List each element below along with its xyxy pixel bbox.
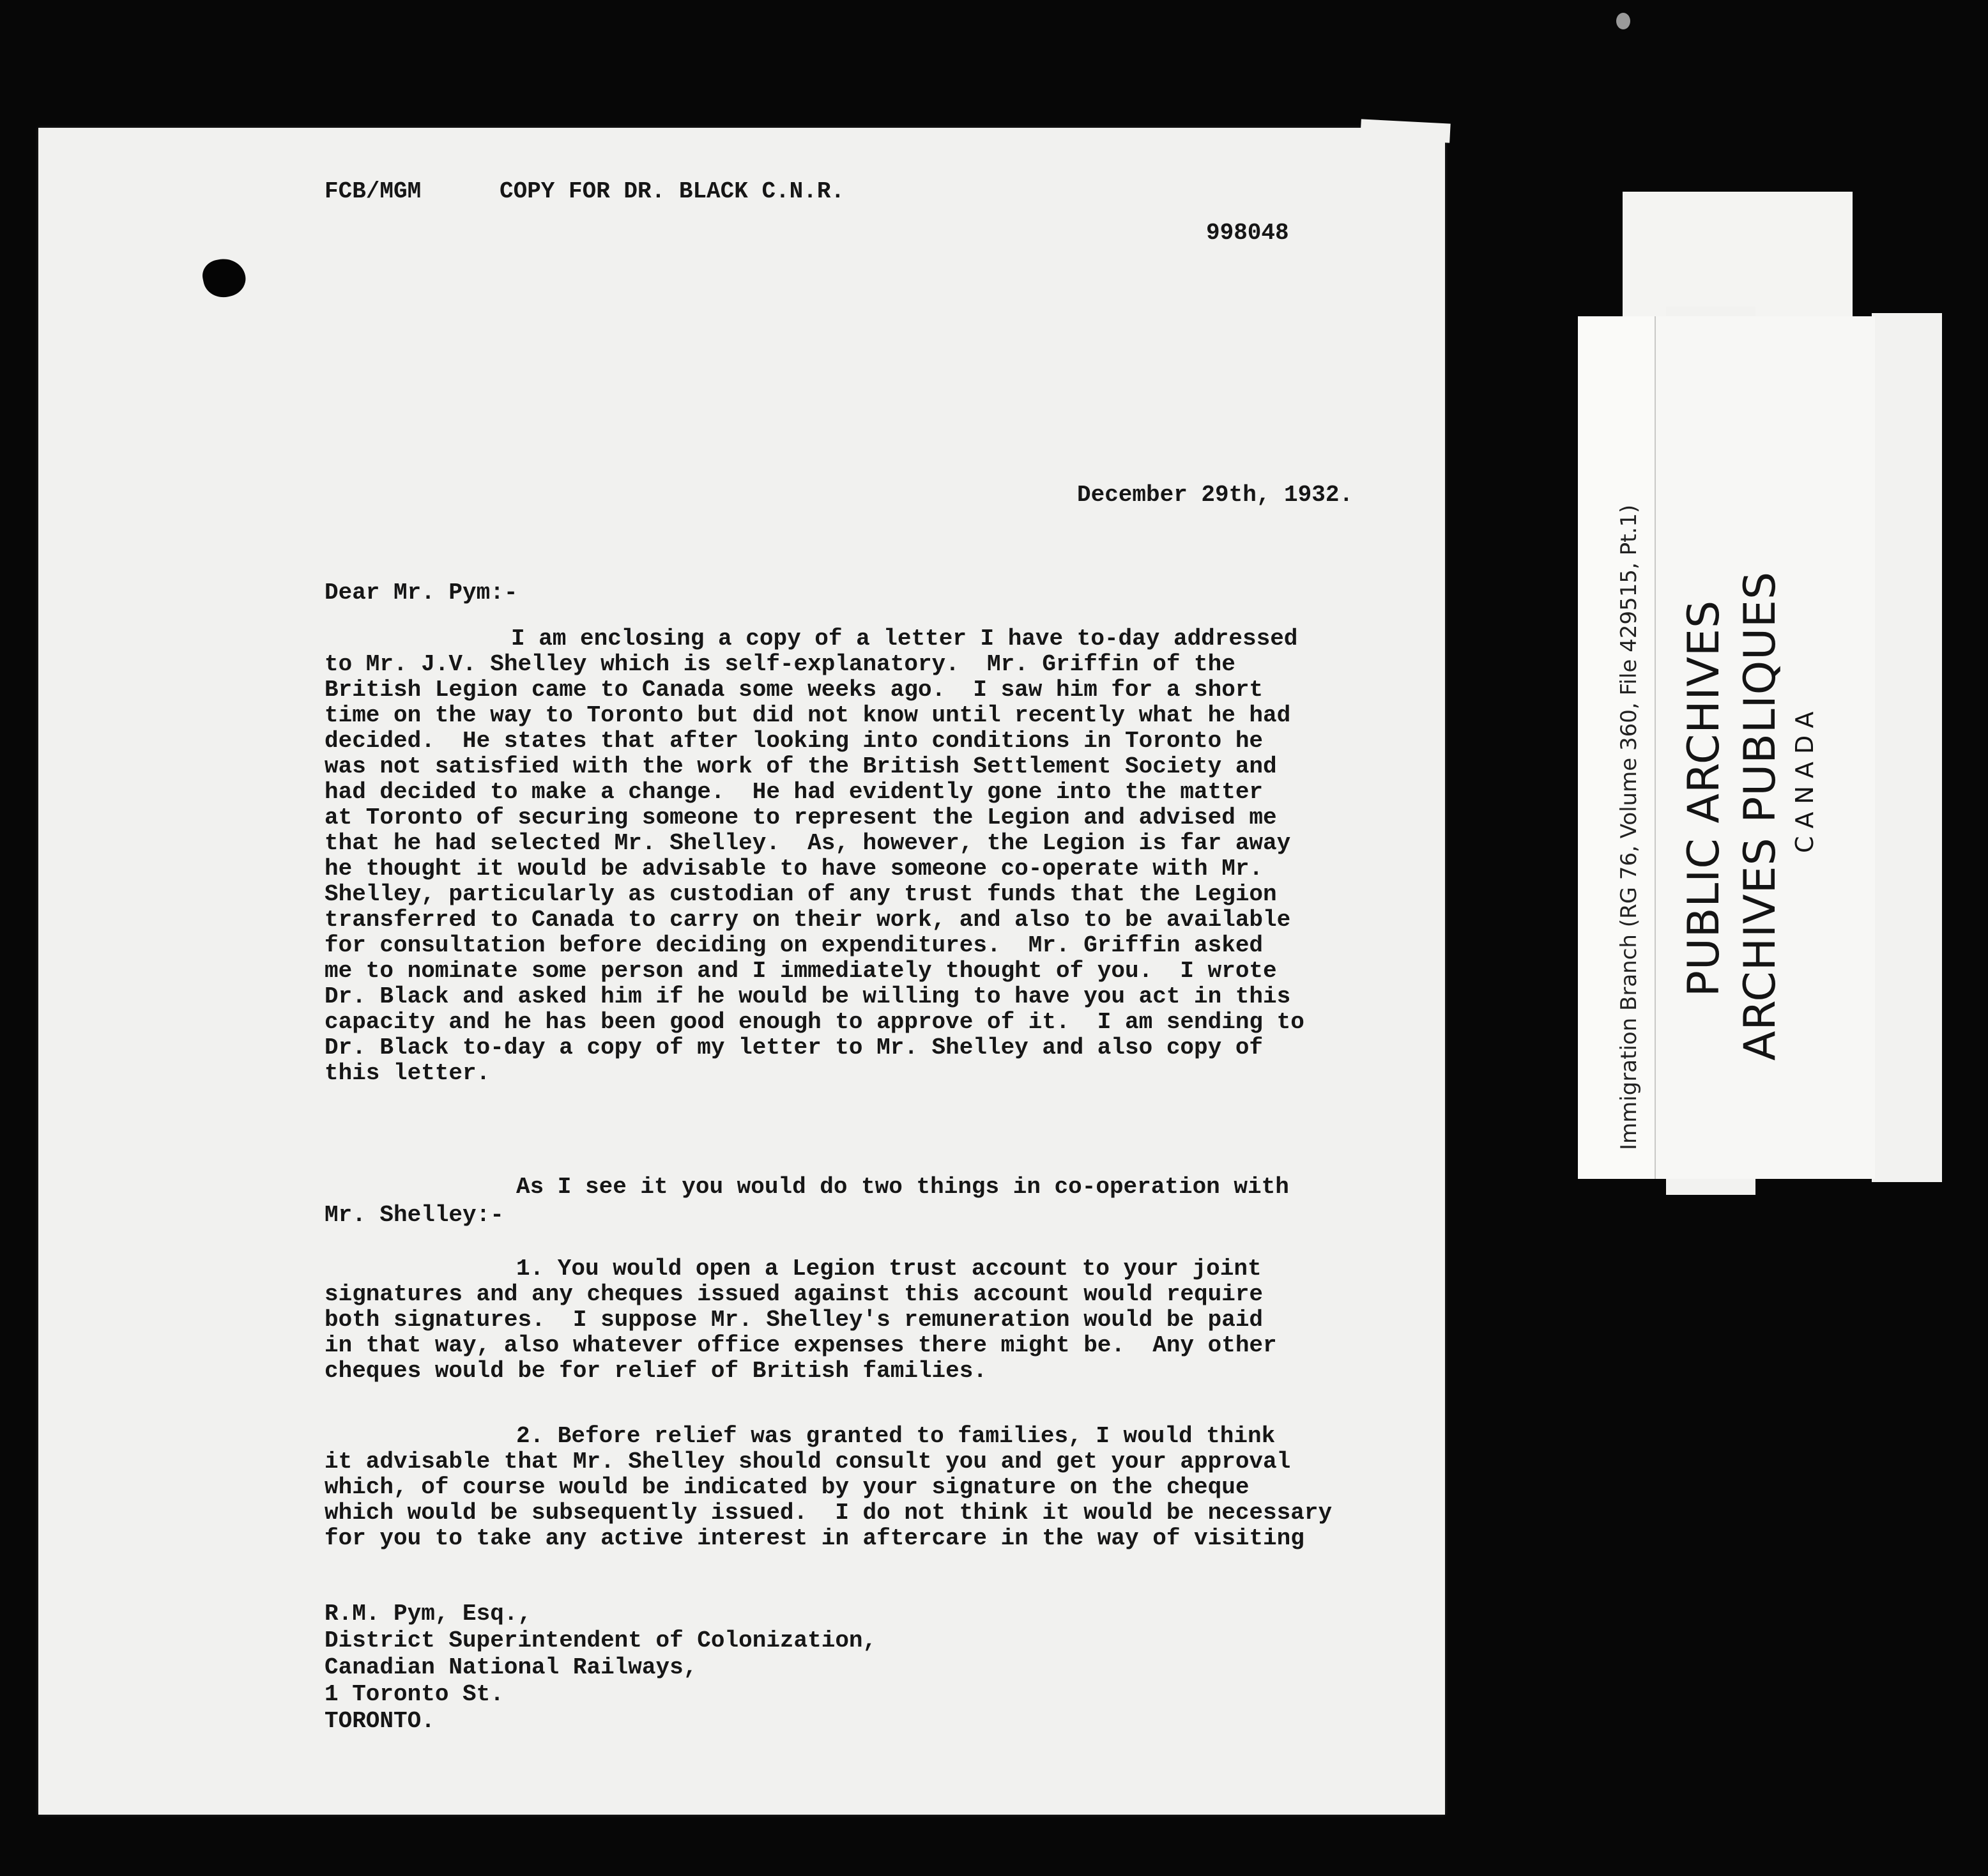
archive-label-country: CANADA <box>1791 704 1819 853</box>
body-line: capacity and he has been good enough to approve of it. I am sending to <box>325 1009 1304 1035</box>
body-line: Mr. Shelley:- <box>325 1202 504 1228</box>
archive-label-line-1: PUBLIC ARCHIVES <box>1679 599 1729 997</box>
body-line: Shelley, particularly as custodian of any trust funds that the Legion <box>325 881 1277 907</box>
reference-initials: FCB/MGM <box>325 178 422 204</box>
body-line: As I see it you would do two things in co-operation with <box>516 1174 1289 1200</box>
body-line: it advisable that Mr. Shelley should consult you and get your approval <box>325 1449 1291 1475</box>
body-line: me to nominate some person and I immediately thought of you. I wrote <box>325 958 1277 984</box>
archive-file-reference: Immigration Branch (RG 76, Volume 360, File 429515, Pt.1) <box>1616 504 1642 1150</box>
address-line: TORONTO. <box>325 1708 435 1734</box>
dust-speck <box>1616 13 1630 29</box>
body-line: to Mr. J.V. Shelley which is self-explanatory. Mr. Griffin of the <box>325 651 1235 677</box>
file-number: 998048 <box>1206 220 1289 246</box>
body-line: Dr. Black and asked him if he would be willing to have you act in this <box>325 983 1291 1010</box>
address-line: 1 Toronto St. <box>325 1681 504 1707</box>
body-line: for consultation before deciding on expenditures. Mr. Griffin asked <box>325 932 1264 958</box>
body-line: which would be subsequently issued. I do not think it would be necessary <box>325 1500 1333 1526</box>
body-line: had decided to make a change. He had evidently gone into the matter <box>325 779 1264 805</box>
salutation: Dear Mr. Pym:- <box>325 580 518 606</box>
body-line: at Toronto of securing someone to represent the Legion and advised me <box>325 804 1277 831</box>
body-line: both signatures. I suppose Mr. Shelley's remuneration would be paid <box>325 1307 1264 1333</box>
address-line: Canadian National Railways, <box>325 1654 698 1680</box>
body-line: this letter. <box>325 1060 491 1086</box>
body-line: 1. You would open a Legion trust account to your joint <box>516 1256 1262 1282</box>
address-line: District Superintendent of Colonization, <box>325 1627 877 1654</box>
body-line: Dr. Black to-day a copy of my letter to Mr. Shelley and also copy of <box>325 1034 1264 1061</box>
body-line: decided. He states that after looking into conditions in Toronto he <box>325 728 1264 754</box>
body-line: time on the way to Toronto but did not know until recently what he had <box>325 702 1291 728</box>
address-line: R.M. Pym, Esq., <box>325 1601 532 1627</box>
body-line: was not satisfied with the work of the British Settlement Society and <box>325 753 1277 780</box>
body-line: cheques would be for relief of British families. <box>325 1358 987 1384</box>
archive-label-strip <box>1872 313 1942 1182</box>
body-line: signatures and any cheques issued against this account would require <box>325 1281 1264 1307</box>
body-line: 2. Before relief was granted to families, I would think <box>516 1423 1276 1449</box>
body-line: for you to take any active interest in aftercare in the way of visiting <box>325 1525 1304 1551</box>
body-line: in that way, also whatever office expenses there might be. Any other <box>325 1332 1277 1358</box>
copy-note: COPY FOR DR. BLACK C.N.R. <box>500 178 845 204</box>
body-line: British Legion came to Canada some weeks ago. I saw him for a short <box>325 677 1264 703</box>
body-line: I am enclosing a copy of a letter I have to-day addressed <box>511 626 1298 652</box>
body-line: that he had selected Mr. Shelley. As, however, the Legion is far away <box>325 830 1291 856</box>
body-line: he thought it would be advisable to have someone co-operate with Mr. <box>325 856 1264 882</box>
body-line: which, of course would be indicated by your signature on the cheque <box>325 1474 1250 1500</box>
archive-label-line-2: ARCHIVES PUBLIQUES <box>1735 571 1785 1061</box>
letter-date: December 29th, 1932. <box>1077 482 1354 508</box>
body-line: transferred to Canada to carry on their work, and also to be available <box>325 907 1291 933</box>
